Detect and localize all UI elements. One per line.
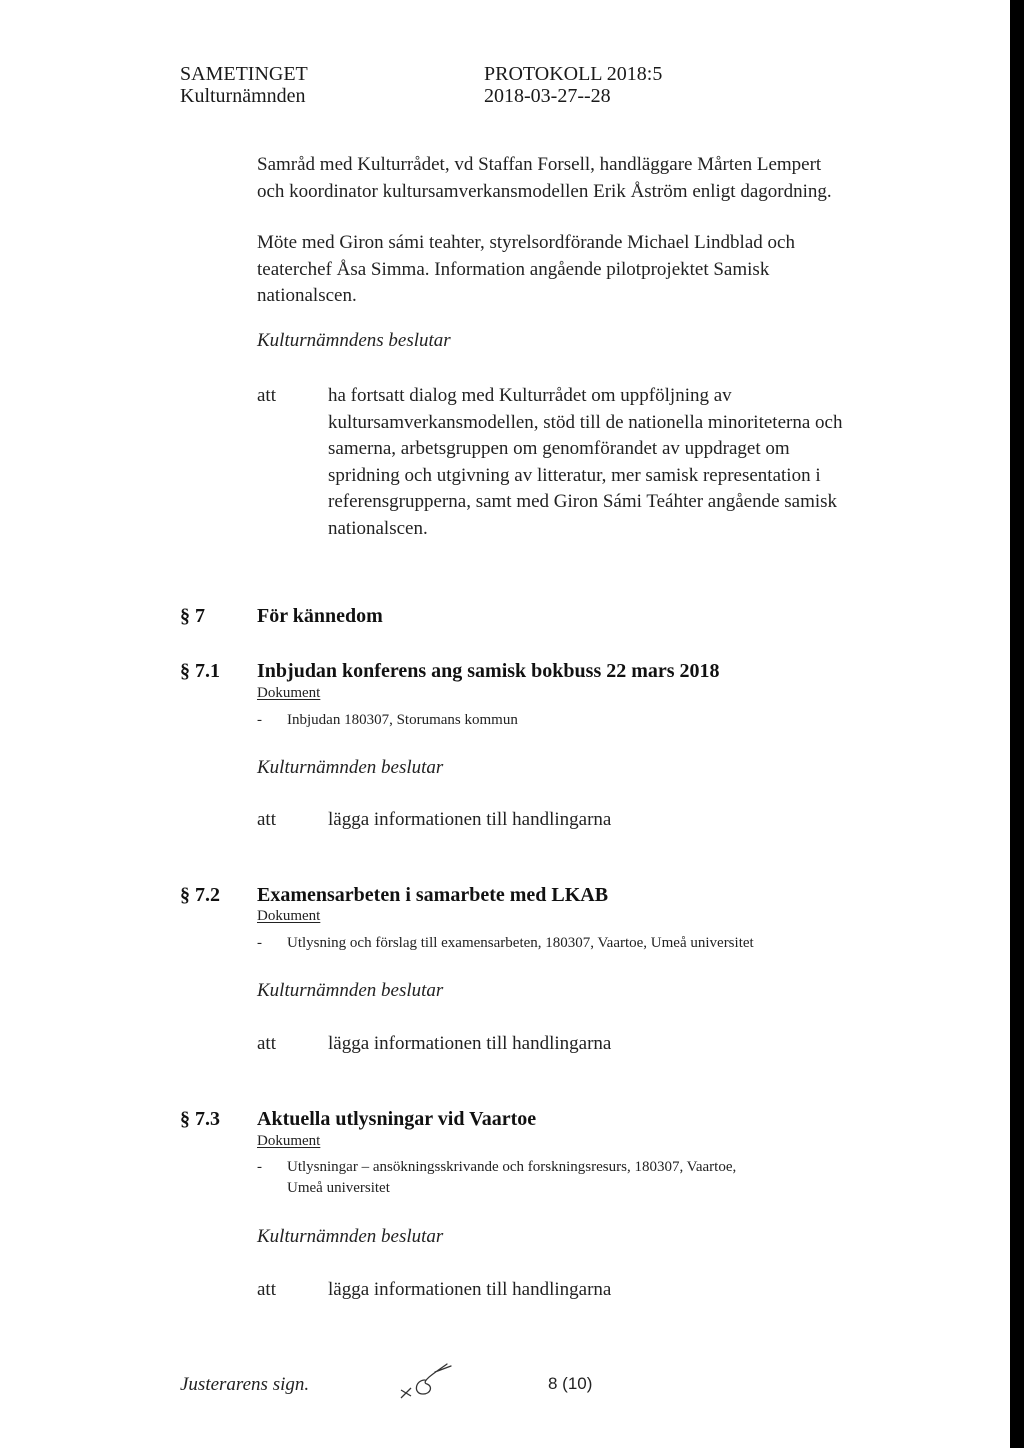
document-item: Inbjudan 180307, Storumans kommun <box>287 712 518 728</box>
intro-paragraph-2 <box>257 230 795 310</box>
decision-line: kultursamverkansmodellen, stöd till de nationella minoriteterna och <box>328 411 843 433</box>
header-dates: 2018-03-27--28 <box>484 85 611 107</box>
att-label: att <box>257 809 276 830</box>
document-label: Dokument <box>257 908 321 924</box>
decision-text: lägga informationen till handlingarna <box>328 1279 612 1300</box>
decision-line: referensgrupperna, samt med Giron Sámi Teáhter angående samisk <box>328 491 838 512</box>
paragraph-line: Samråd med Kulturrådet, vd Staffan Forsell, handläggare Mårten Lempert <box>257 154 822 175</box>
decision-heading: Kulturnämnden beslutar <box>257 757 444 778</box>
document-dash: - <box>257 1159 262 1175</box>
paragraph-line: teaterchef Åsa Simma. Information angående pilotprojektet Samisk <box>257 258 770 280</box>
decision-text: lägga informationen till handlingarna <box>328 1033 612 1054</box>
header-protocol: PROTOKOLL 2018:5 <box>484 63 663 85</box>
decision-line: samerna, arbetsgruppen om genomförandet av uppdraget om <box>328 438 790 459</box>
page-number: 8 (10) <box>548 1374 593 1393</box>
decision-line: ha fortsatt dialog med Kulturrådet om uppföljning av <box>328 385 732 406</box>
header-org: SAMETINGET <box>180 63 308 85</box>
item-title: Inbjudan konferens ang samisk bokbuss 22 mars 2018 <box>257 660 720 682</box>
decision-heading: Kulturnämnden beslutar <box>257 1226 444 1247</box>
decision-line: nationalscen. <box>328 517 428 539</box>
signature-mark <box>395 1360 465 1400</box>
paragraph-line: och koordinator kultursamverkansmodellen Erik Åström enligt dagordning. <box>257 180 832 202</box>
decision-text <box>328 383 842 542</box>
item-number: § 7.1 <box>180 660 220 682</box>
signature-label: Justerarens sign. <box>180 1374 310 1395</box>
item-title: Aktuella utlysningar vid Vaartoe <box>257 1108 537 1130</box>
att-label: att <box>257 385 276 406</box>
decision-text: lägga informationen till handlingarna <box>328 809 612 830</box>
document-item: Utlysning och förslag till examensarbeten, 180307, Vaartoe, Umeå universitet <box>287 935 754 951</box>
document-dash: - <box>257 712 262 728</box>
item-title: Examensarbeten i samarbete med LKAB <box>257 884 609 906</box>
intro-paragraph-1 <box>257 152 832 205</box>
att-label: att <box>257 1279 276 1300</box>
document-item: Umeå universitet <box>287 1180 390 1196</box>
decision-heading: Kulturnämndens beslutar <box>257 330 451 351</box>
document-item: Utlysningar – ansökningsskrivande och forskningsresurs, 180307, Vaartoe, <box>287 1159 737 1175</box>
section-title: För kännedom <box>257 605 383 627</box>
document-label: Dokument <box>257 1133 321 1149</box>
item-number: § 7.3 <box>180 1108 220 1130</box>
header-committee: Kulturnämnden <box>180 85 306 107</box>
document-dash: - <box>257 935 262 951</box>
paragraph-line: nationalscen. <box>257 285 357 306</box>
document-label: Dokument <box>257 685 321 701</box>
paragraph-line: Möte med Giron sámi teahter, styrelsordförande Michael Lindblad och <box>257 232 795 253</box>
item-number: § 7.2 <box>180 884 220 906</box>
decision-heading: Kulturnämnden beslutar <box>257 980 444 1001</box>
section-number: § 7 <box>180 605 205 627</box>
decision-line: spridning och utgivning av litteratur, mer samisk representation i <box>328 464 821 486</box>
att-label: att <box>257 1033 276 1054</box>
